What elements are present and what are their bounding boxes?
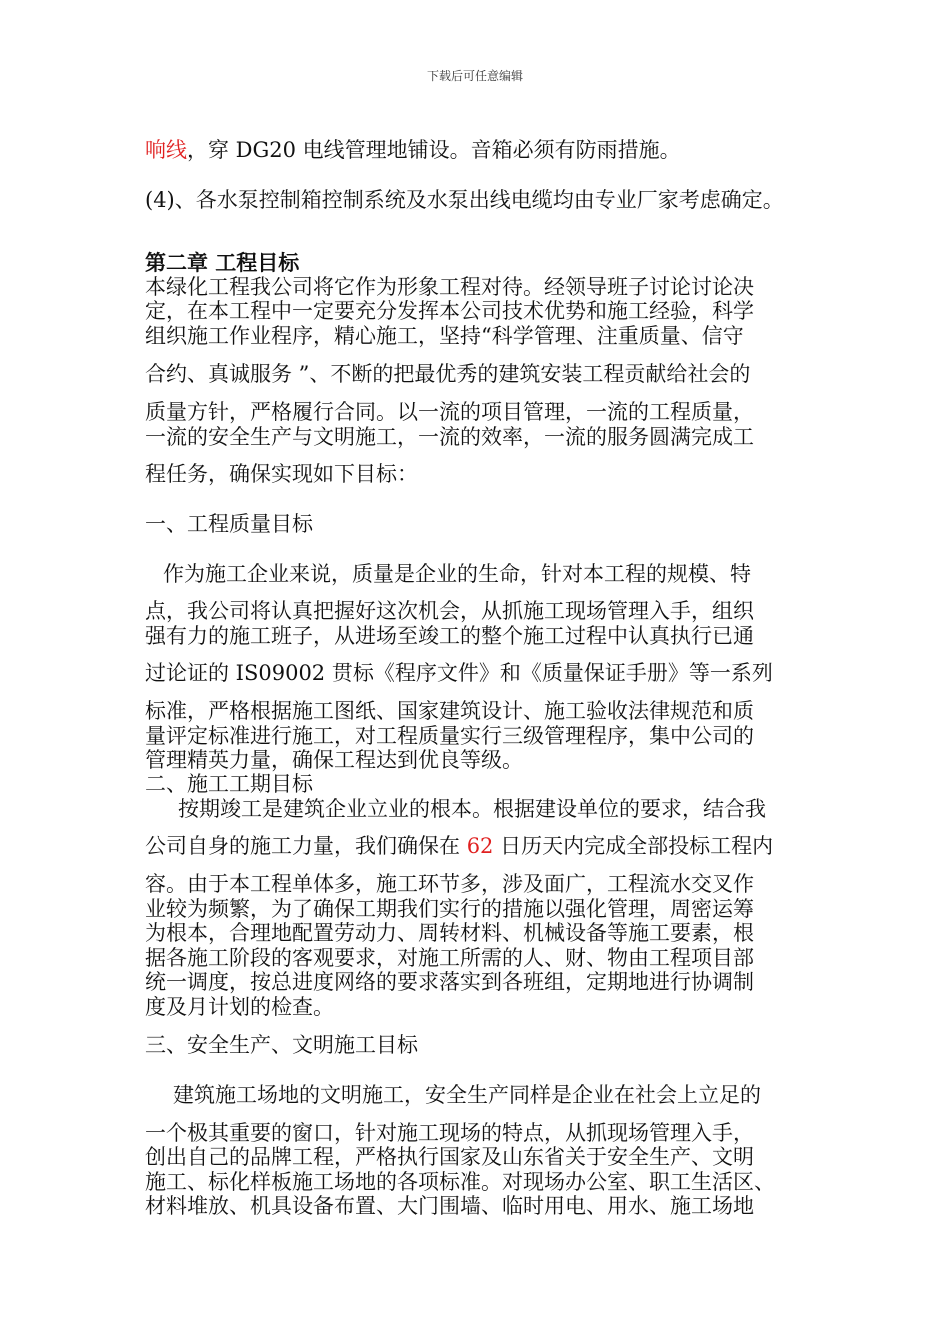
text-line: 本绿化工程我公司将它作为形象工程对待。经领导班子讨论讨论决 [145,275,754,299]
highlighted-number: 62 [466,834,494,858]
text-line: (4)、各水泵控制箱控制系统及水泵出线电缆均由专业厂家考虑确定。 [145,188,784,212]
text-line: 量评定标准进行施工，对工程质量实行三级管理程序，集中公司的 [145,724,754,748]
text-line: 组织施工作业程序，精心施工，坚持“科学管理、注重质量、信守 [145,324,744,348]
text-line: 管理精英力量，确保工程达到优良等级。 [145,748,523,772]
text-span: 日历天内完成全部投标工程内 [493,834,774,858]
text-line: 作为施工企业来说，质量是企业的生命，针对本工程的规模、特 [163,562,751,586]
text-line: 施工、标化样板施工场地的各项标准。对现场办公室、职工生活区、 [145,1170,775,1194]
text-line: 为根本，合理地配置劳动力、周转材料、机械设备等施工要素，根 [145,921,754,945]
text-line: 业较为频繁，为了确保工期我们实行的措施以强化管理，周密运筹 [145,897,754,921]
section-heading: 一、工程质量目标 [145,512,313,536]
text-line: 按期竣工是建筑企业立业的根本。根据建设单位的要求，结合我 [178,797,766,821]
text-line: 定，在本工程中一定要充分发挥本公司技术优势和施工经验，科学 [145,299,754,323]
text-line: 材料堆放、机具设备布置、大门围墙、临时用电、用水、施工场地 [145,1194,754,1218]
text-line [145,834,773,858]
text-line: 创出自己的品牌工程，严格执行国家及山东省关于安全生产、文明 [145,1145,754,1169]
text-line: 程任务，确保实现如下目标： [145,462,418,486]
text-line: 统一调度，按总进度网络的要求落实到各班组，定期地进行协调制 [145,970,754,994]
highlighted-text: 响线 [145,138,187,162]
text-line: 容。由于本工程单体多，施工环节多，涉及面广，工程流水交叉作 [145,872,754,896]
text-line: 强有力的施工班子，从进场至竣工的整个施工过程中认真执行已通 [145,624,754,648]
text-line: 一流的安全生产与文明施工，一流的效率，一流的服务圆满完成工 [145,425,754,449]
text-line: 一个极其重要的窗口，针对施工现场的特点，从抓现场管理入手， [145,1121,754,1145]
text-line [145,138,681,162]
text-line: 建筑施工场地的文明施工，安全生产同样是企业在社会上立足的 [173,1083,761,1107]
text-line: 标准，严格根据施工图纸、国家建筑设计、施工验收法律规范和质 [145,699,754,723]
text-line: 过论证的 IS09002 贯标《程序文件》和《质量保证手册》等一系列 [145,661,773,685]
section-heading: 三、安全生产、文明施工目标 [145,1033,418,1057]
section-heading: 二、施工工期目标 [145,772,313,796]
text-line: 度及月计划的检查。 [145,995,334,1019]
chapter-heading: 第二章 工程目标 [145,251,300,275]
text-line: 合约、真诚服务 ”、不断的把最优秀的建筑安装工程贡献给社会的 [145,362,751,386]
text-span: 公司自身的施工力量，我们确保在 [145,834,467,858]
text-line: 据各施工阶段的客观要求，对施工所需的人、财、物由工程项目部 [145,946,754,970]
text-line: 质量方针，严格履行合同。以一流的项目管理，一流的工程质量， [145,400,754,424]
page-header: 下载后可任意编辑 [426,69,523,83]
text-line: 点，我公司将认真把握好这次机会，从抓施工现场管理入手，组织 [145,599,754,623]
text-span: ，穿 DG20 电线管理地铺设。音箱必须有防雨措施。 [187,138,681,162]
